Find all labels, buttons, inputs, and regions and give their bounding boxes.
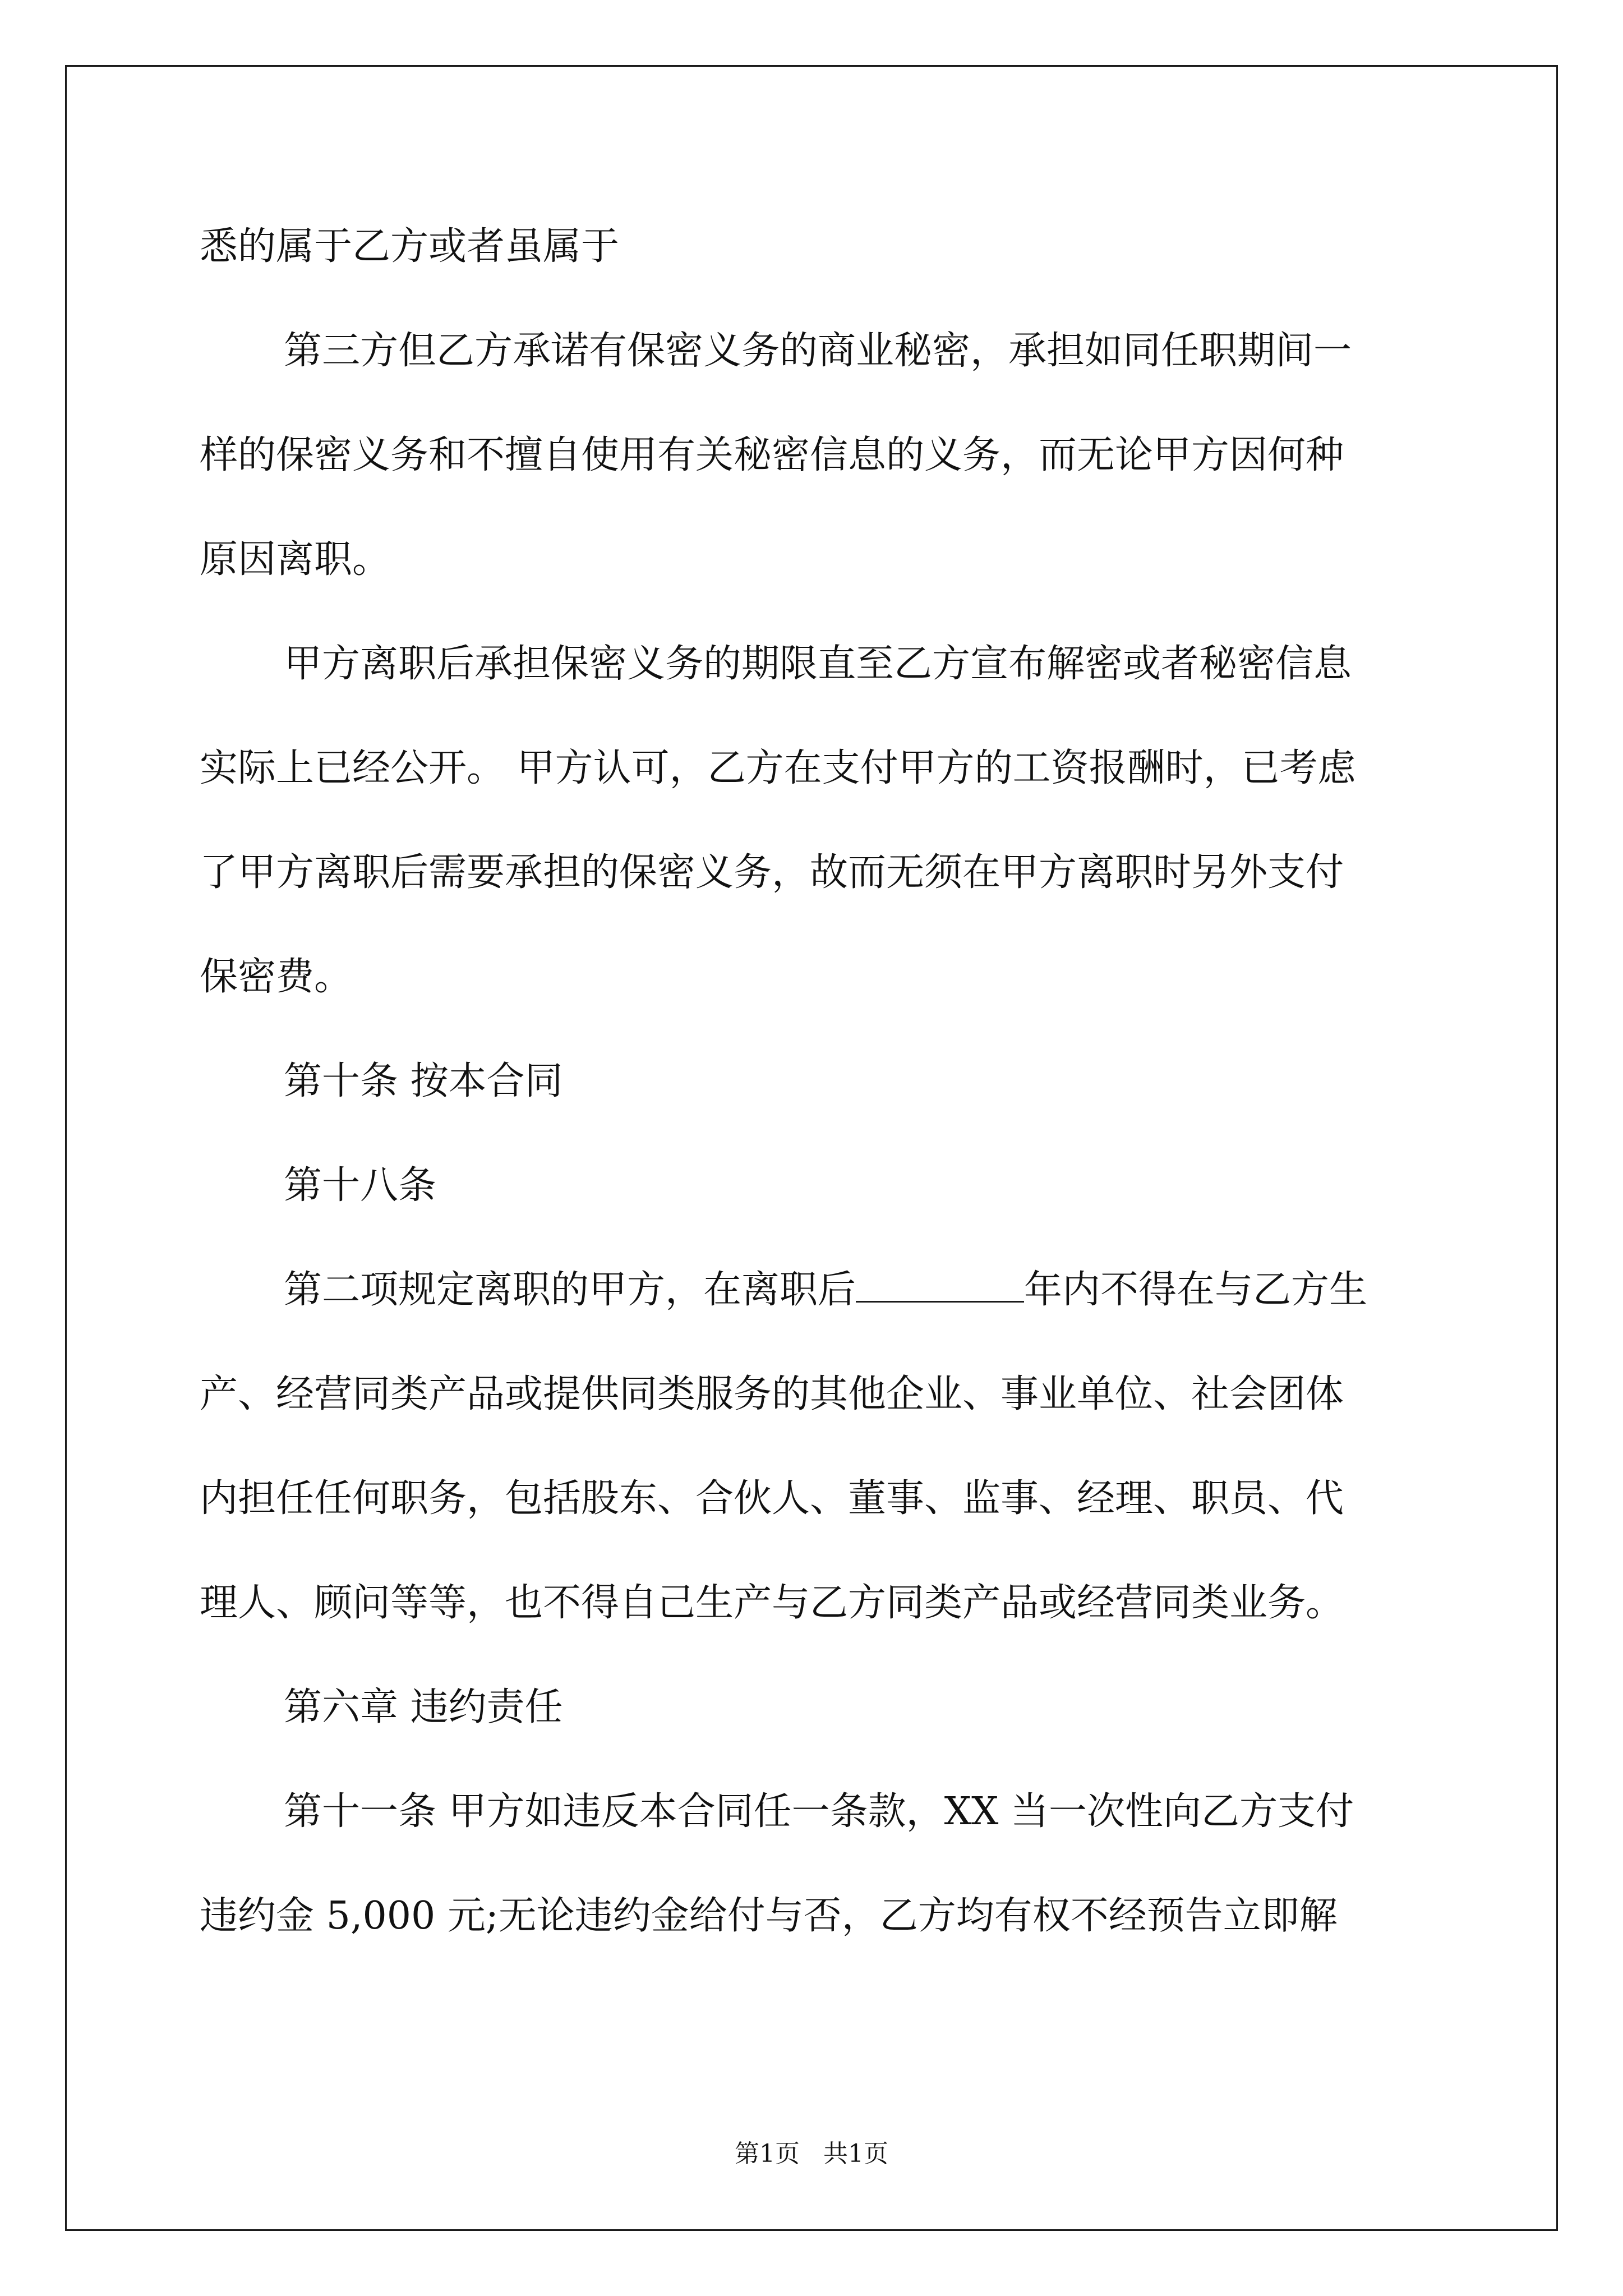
text-line-7: 了甲方离职后需要承担的保密义务，故而无须在甲方离职时另外支付 (200, 850, 1344, 895)
text-line-12: 产、经营同类产品或提供同类服务的其他企业、事业单位、社会团体 (200, 1372, 1344, 1416)
text-line-17: 违约金 5,000 元;无论违约金给付与否，乙方均有权不经预告立即解 (200, 1894, 1338, 1938)
text-line-11 (284, 1262, 1367, 1318)
text-after-blank: 年内不得在与乙方生 (1024, 1268, 1368, 1312)
heading-article-10: 第十条 按本合同 (284, 1059, 563, 1103)
text-before-blank: 第二项规定离职的甲方，在离职后 (284, 1268, 856, 1312)
text-line-1: 悉的属于乙方或者虽属于 (200, 224, 620, 269)
text-line-16: 第十一条 甲方如违反本合同任一条款，XX 当一次性向乙方支付 (284, 1789, 1354, 1834)
text-line-4: 原因离职。 (200, 537, 391, 582)
text-line-8: 保密费。 (200, 955, 353, 999)
page-footer: 第1页 共1页 (735, 2139, 888, 2168)
heading-article-18: 第十八条 (284, 1163, 437, 1208)
text-line-14: 理人、顾问等等，也不得自己生产与乙方同类产品或经营同类业务。 (200, 1581, 1344, 1625)
text-line-2: 第三方但乙方承诺有保密义务的商业秘密，承担如同任职期间一 (284, 329, 1352, 373)
text-line-6: 实际上已经公开。 甲方认可，乙方在支付甲方的工资报酬时，已考虑 (200, 746, 1356, 790)
text-line-5: 甲方离职后承担保密义务的期限直至乙方宣布解密或者秘密信息 (284, 642, 1352, 686)
fill-in-blank (856, 1267, 1024, 1303)
text-line-13: 内担任任何职务，包括股东、合伙人、董事、监事、经理、职员、代 (200, 1476, 1344, 1521)
heading-chapter-6: 第六章 违约责任 (284, 1685, 563, 1729)
text-line-3: 样的保密义务和不擅自使用有关秘密信息的义务，而无论甲方因何种 (200, 433, 1344, 477)
